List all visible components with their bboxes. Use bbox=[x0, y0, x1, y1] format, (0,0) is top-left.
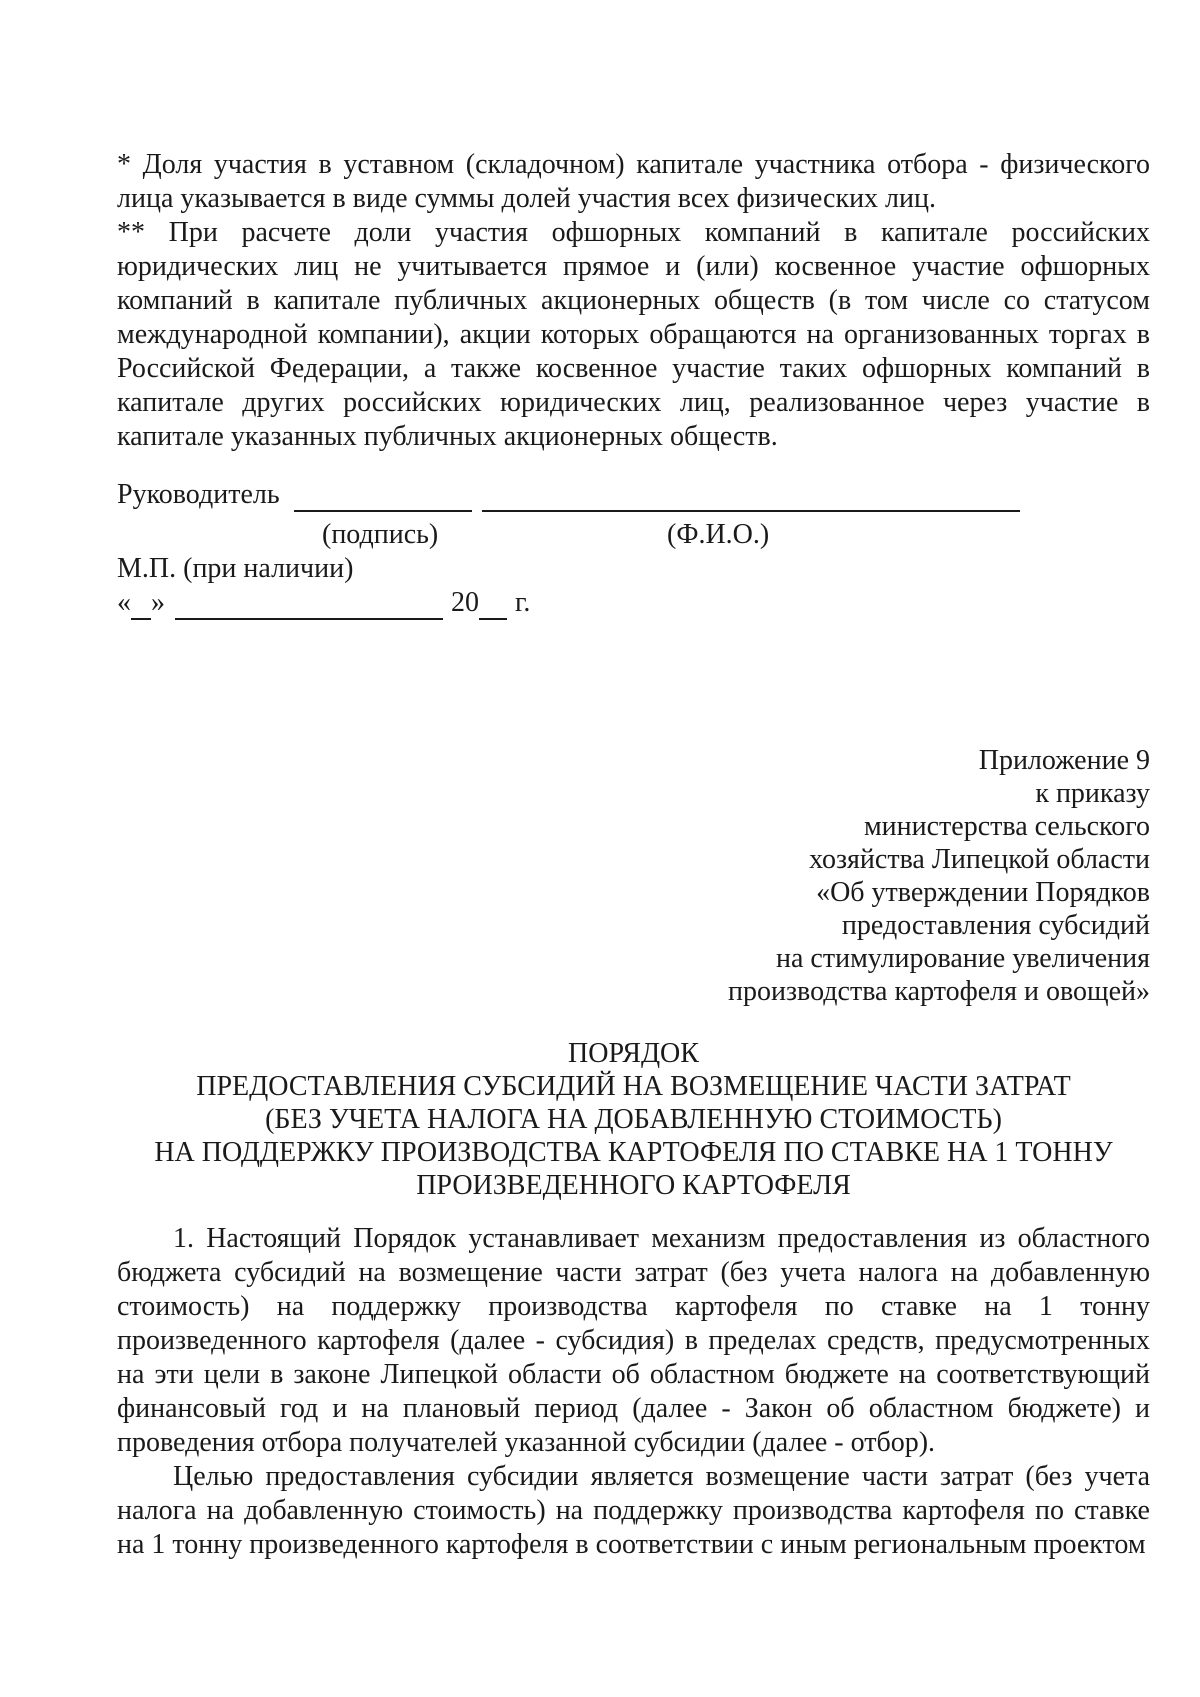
signature-line bbox=[294, 484, 472, 512]
title-line: НА ПОДДЕРЖКУ ПРОИЗВОДСТВА КАРТОФЕЛЯ ПО СТАВКЕ НА 1 ТОННУ bbox=[154, 1137, 1113, 1168]
year-prefix: 20 bbox=[451, 587, 479, 618]
name-caption: (Ф.И.О.) bbox=[667, 519, 770, 550]
title-line: ПОРЯДОК bbox=[568, 1038, 699, 1069]
date-open-quote: « bbox=[117, 587, 131, 618]
paragraph-2: Целью предоставления субсидии является возмещение части затрат (без учета налога на добавленную стоимость) на поддержку производства картофеля по ставке на 1 тонну произведенного картофеля в соответствии с иным региональным проектом bbox=[117, 1461, 1150, 1560]
name-line bbox=[482, 484, 1020, 512]
head-signature-row bbox=[117, 478, 1150, 512]
appendix-line: «Об утверждении Порядков bbox=[816, 877, 1150, 908]
appendix-line: Приложение 9 bbox=[978, 745, 1150, 776]
date-row bbox=[117, 586, 1150, 620]
month-blank bbox=[175, 592, 443, 620]
appendix-header bbox=[550, 744, 1150, 1008]
footnote-individual-share: * Доля участия в уставном (складочном) капитале участника отбора - физического лица указывается в виде суммы долей участия всех физических лиц. bbox=[117, 149, 1150, 214]
footnote-offshore-share: ** При расчете доли участия офшорных компаний в капитале российских юридических лиц не учитывается прямое и (или) косвенное участие офшорных компаний в капитале публичных акционерных обществ (в том числе со статусом международной компании), акции которых обращаются на организованных торгах в Российской Федерации, а также косвенное участие таких офшорных компаний в капитале других российских юридических лиц, реализованное через участие в капитале указанных публичных акционерных обществ. bbox=[117, 217, 1150, 452]
signature-block bbox=[117, 478, 1150, 620]
document-title bbox=[117, 1037, 1150, 1202]
date-close-quote: » bbox=[151, 587, 165, 618]
appendix-line: предоставления субсидий bbox=[841, 910, 1150, 941]
stamp-row bbox=[117, 552, 1150, 586]
appendix-line: производства картофеля и овощей» bbox=[728, 976, 1150, 1007]
year-blank bbox=[479, 592, 507, 620]
appendix-line: хозяйства Липецкой области bbox=[809, 844, 1150, 875]
stamp-label: М.П. (при наличии) bbox=[117, 553, 354, 584]
appendix-line: к приказу bbox=[1035, 778, 1150, 809]
appendix-line: на стимулирование увеличения bbox=[776, 943, 1150, 974]
title-line: ПРОИЗВЕДЕННОГО КАРТОФЕЛЯ bbox=[416, 1170, 851, 1201]
appendix-line: министерства сельского bbox=[863, 811, 1150, 842]
paragraph-1: 1. Настоящий Порядок устанавливает механизм предоставления из областного бюджета субсидий на возмещение части затрат (без учета налога на добавленную стоимость) на поддержку производства картофеля по ставке на 1 тонну произведенного картофеля (далее - субсидия) в пределах средств, предусмотренных на эти цели в законе Липецкой области об областном бюджете на соответствующий финансовый год и на плановый период (далее - Закон об областном бюджете) и проведения отбора получателей указанной субсидии (далее - отбор). bbox=[117, 1223, 1150, 1458]
title-line: ПРЕДОСТАВЛЕНИЯ СУБСИДИЙ НА ВОЗМЕЩЕНИЕ ЧАСТИ ЗАТРАТ bbox=[196, 1071, 1071, 1102]
title-line: (БЕЗ УЧЕТА НАЛОГА НА ДОБАВЛЕННУЮ СТОИМОСТЬ) bbox=[265, 1104, 1002, 1135]
signature-captions bbox=[117, 512, 1150, 552]
body-text bbox=[117, 1222, 1150, 1562]
year-suffix: г. bbox=[515, 587, 531, 618]
signature-caption: (подпись) bbox=[322, 519, 439, 550]
day-blank bbox=[131, 592, 151, 620]
head-label: Руководитель bbox=[117, 479, 280, 510]
footnotes bbox=[117, 148, 1150, 454]
